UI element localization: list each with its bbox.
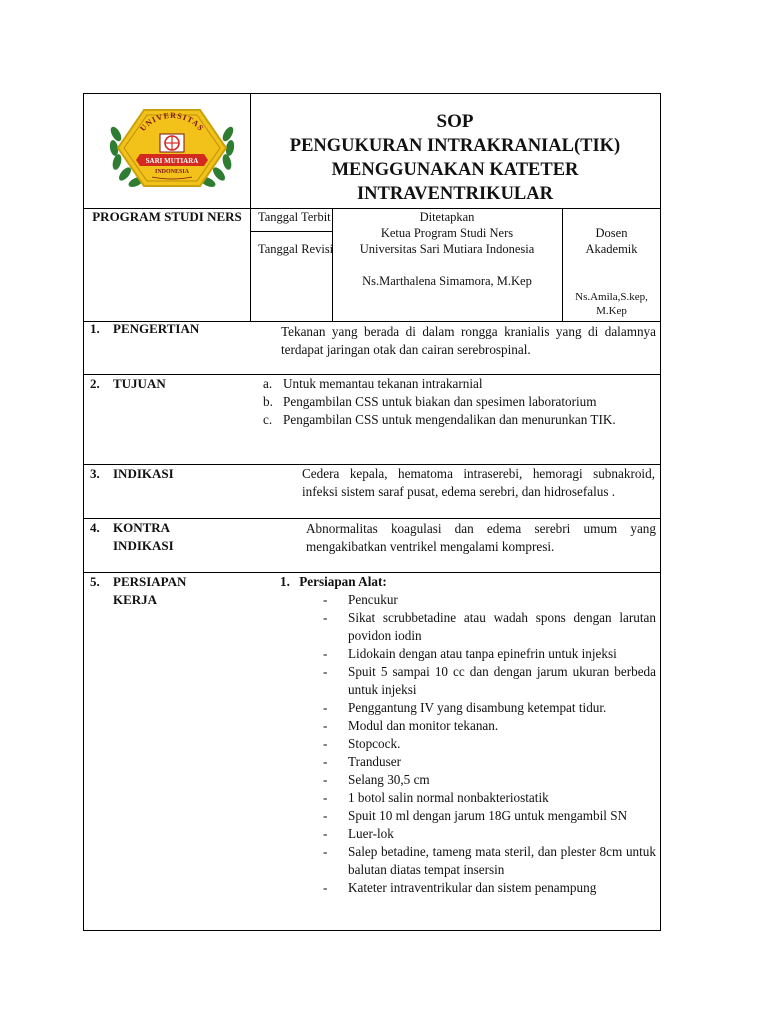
list-item: [320, 753, 656, 771]
kontra-label-line2: INDIKASI: [113, 538, 174, 553]
list-item: [263, 411, 656, 429]
logo-name-line2: INDONESIA: [154, 169, 190, 175]
section-label-indikasi: INDIKASI: [113, 466, 174, 481]
list-dash: -: [323, 592, 328, 607]
list-dash: -: [323, 772, 328, 787]
alat-list: [320, 591, 656, 897]
persiapan-label-line2: KERJA: [113, 592, 158, 607]
list-item-text: Modul dan monitor tekanan.: [348, 718, 499, 733]
list-dash: -: [323, 826, 328, 841]
logo-name-line1: SARI MUTIARA: [145, 157, 199, 165]
list-item: [320, 825, 656, 843]
rule: [250, 231, 332, 232]
list-dash: -: [323, 610, 328, 625]
persiapan-alat-heading: [280, 573, 387, 591]
list-item-text: Untuk memantau tekanan intrakarnial: [283, 376, 483, 391]
list-item: [320, 843, 656, 879]
document-title: [252, 110, 658, 206]
list-item: [320, 591, 656, 609]
list-item: [320, 645, 656, 663]
ketua-name: Ns.Marthalena Simamora, M.Kep: [362, 274, 532, 288]
ditetapkan-block: [334, 209, 560, 289]
ditetapkan-label: Ditetapkan: [419, 210, 475, 224]
tanggal-terbit-label: Tanggal Terbit: [258, 210, 331, 224]
list-dash: -: [323, 754, 328, 769]
list-item-text: Penggantung IV yang disambung ketempat tidur.: [348, 700, 607, 715]
dosen-name-line2: M.Kep: [596, 305, 627, 317]
section-number: 4.: [90, 520, 100, 535]
list-item: [320, 663, 656, 699]
university-logo: [108, 104, 236, 192]
list-item: [320, 789, 656, 807]
indikasi-text: Cedera kepala, hematoma intraserebi, hemoragi subnakroid, infeksi sistem saraf pusat, edema serebri, dan hidrosefalus .: [302, 466, 655, 499]
list-item-text: Spuit 5 sampai 10 cc dan dengan jarum ukuran berbeda untuk injeksi: [348, 664, 656, 697]
rule: [250, 94, 251, 321]
section-label-persiapan: [113, 573, 186, 609]
list-marker: c.: [263, 412, 273, 427]
list-item-text: 1 botol salin normal nonbakteriostatik: [348, 790, 549, 805]
list-item-text: Pengambilan CSS untuk mengendalikan dan menurunkan TIK.: [283, 412, 616, 427]
section-label-tujuan: TUJUAN: [113, 376, 166, 391]
list-item-text: Tranduser: [348, 754, 401, 769]
universitas-label: Universitas Sari Mutiara Indonesia: [359, 242, 535, 256]
list-item: [263, 393, 656, 411]
dosen-label: Dosen: [595, 226, 628, 240]
list-item: [320, 717, 656, 735]
list-dash: -: [323, 664, 328, 679]
section-number: 1.: [90, 321, 100, 336]
list-item-text: Pencukur: [348, 592, 398, 607]
sop-document: [83, 93, 661, 931]
list-dash: -: [323, 844, 328, 859]
title-line-4: INTRAVENTRIKULAR: [356, 184, 553, 204]
list-item-text: Luer-lok: [348, 826, 394, 841]
list-item-text: Lidokain dengan atau tanpa epinefrin untuk injeksi: [348, 646, 617, 661]
title-line-2: PENGUKURAN INTRAKRANIAL(TIK): [289, 136, 621, 156]
list-item-text: Kateter intraventrikular dan sistem penampung: [348, 880, 597, 895]
list-dash: -: [323, 880, 328, 895]
akademik-label: Akademik: [585, 242, 638, 256]
dosen-name: [563, 290, 660, 318]
section-label-pengertian: PENGERTIAN: [113, 321, 200, 336]
title-line-3: MENGGUNAKAN KATETER: [331, 160, 579, 180]
logo-arc-text: UNIVERSITAS: [138, 110, 206, 133]
section-number: 3.: [90, 466, 100, 481]
tujuan-list: [263, 375, 656, 429]
list-dash: -: [323, 718, 328, 733]
list-dash: -: [323, 808, 328, 823]
list-dash: -: [323, 646, 328, 661]
tanggal-revisi-label: Tanggal Revisi: [258, 242, 334, 256]
list-item-text: Salep betadine, tameng mata steril, dan plester 8cm untuk balutan diatas tempat insersin: [348, 844, 656, 877]
dosen-name-line1: Ns.Amila,S.kep,: [575, 291, 648, 303]
list-item: [320, 771, 656, 789]
rule: [332, 208, 333, 321]
list-item: [320, 807, 656, 825]
section-number: 5.: [90, 574, 100, 589]
persiapan-label-line1: PERSIAPAN: [113, 574, 187, 589]
list-item: [263, 375, 656, 393]
sub-number: 1.: [280, 574, 290, 589]
kontra-label-line1: KONTRA: [113, 520, 171, 535]
kontra-text: Abnormalitas koagulasi dan edema serebri umum yang mengakibatkan ventrikel mengalami kompresi.: [306, 521, 656, 554]
dosen-block: [563, 225, 660, 257]
list-item-text: Spuit 10 ml dengan jarum 18G untuk mengambil SN: [348, 808, 628, 823]
list-item: [320, 609, 656, 645]
list-item: [320, 699, 656, 717]
program-studi: PROGRAM STUDI NERS: [92, 209, 242, 224]
title-line-1: SOP: [436, 111, 474, 132]
list-dash: -: [323, 736, 328, 751]
list-marker: a.: [263, 376, 273, 391]
list-item-text: Stopcock.: [348, 736, 401, 751]
pengertian-text: Tekanan yang berada di dalam rongga kranialis yang di dalamnya terdapat jaringan otak dan cairan serebrospinal.: [281, 324, 656, 357]
list-item: [320, 879, 656, 897]
ketua-label: Ketua Program Studi Ners: [380, 226, 514, 240]
section-number: 2.: [90, 376, 100, 391]
section-label-kontra: [113, 519, 174, 555]
list-marker: b.: [263, 394, 273, 409]
list-dash: -: [323, 700, 328, 715]
list-item-text: Selang 30,5 cm: [348, 772, 430, 787]
list-item-text: Sikat scrubbetadine atau wadah spons dengan larutan povidon iodin: [348, 610, 656, 643]
list-item-text: Pengambilan CSS untuk biakan dan spesimen laboratorium: [283, 394, 597, 409]
sub-title: Persiapan Alat:: [299, 574, 387, 589]
list-dash: -: [323, 790, 328, 805]
list-item: [320, 735, 656, 753]
